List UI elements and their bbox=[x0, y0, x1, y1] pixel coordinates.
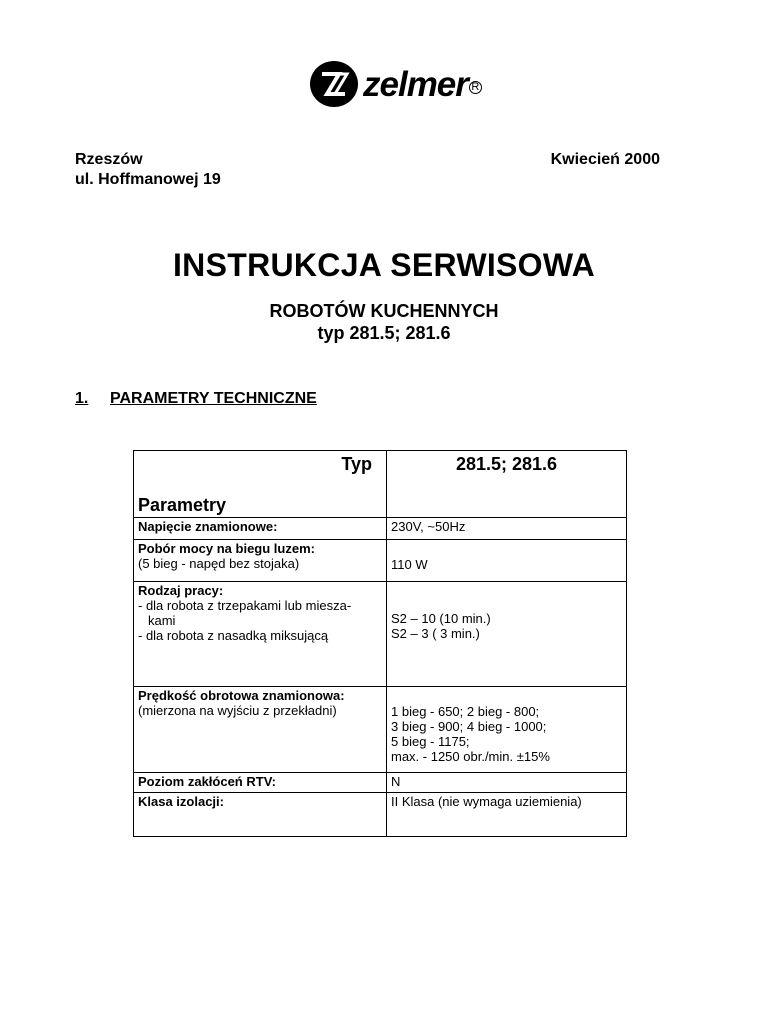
zelmer-logo bbox=[309, 60, 499, 108]
row-note: - dla robota z trzepakami lub miesza- bbox=[138, 598, 352, 613]
section-heading bbox=[75, 390, 317, 408]
registered-mark: R bbox=[469, 81, 482, 94]
row-label: Pobór mocy na biegu luzem: bbox=[138, 541, 315, 556]
row-value: max. - 1250 obr./min. ±15% bbox=[391, 749, 550, 764]
row-value: 1 bieg - 650; 2 bieg - 800; bbox=[391, 704, 540, 719]
row-value: S2 – 10 (10 min.) bbox=[391, 611, 491, 626]
table-row bbox=[134, 518, 627, 540]
row-value: 110 W bbox=[391, 557, 428, 572]
address-block bbox=[75, 150, 221, 190]
subtitle-line-1: ROBOTÓW KUCHENNYCH bbox=[269, 301, 499, 321]
row-value: 5 bieg - 1175; bbox=[391, 734, 470, 749]
row-value: II Klasa (nie wymaga uziemienia) bbox=[391, 794, 582, 809]
row-label: Klasa izolacji: bbox=[138, 794, 224, 809]
row-note: (5 bieg - napęd bez stojaka) bbox=[138, 556, 300, 571]
row-label: Prędkość obrotowa znamionowa: bbox=[138, 688, 345, 703]
zelmer-emblem-icon bbox=[309, 60, 359, 108]
table-row bbox=[134, 540, 627, 582]
table-row bbox=[134, 793, 627, 837]
table-row bbox=[134, 687, 627, 773]
row-label: Napięcie znamionowe: bbox=[138, 519, 278, 534]
header-value-cell bbox=[387, 451, 627, 518]
document-date: Kwiecień 2000 bbox=[550, 151, 660, 168]
row-note: kami bbox=[148, 613, 176, 628]
table-header-row bbox=[134, 451, 627, 518]
header-typ: Typ bbox=[341, 454, 372, 474]
section-number: 1. bbox=[75, 390, 89, 407]
address-street: ul. Hoffmanowej 19 bbox=[75, 171, 221, 188]
address-city: Rzeszów bbox=[75, 151, 143, 168]
section-title: PARAMETRY TECHNICZNE bbox=[110, 390, 317, 407]
row-label: Rodzaj pracy: bbox=[138, 583, 224, 598]
document-title: INSTRUKCJA SERWISOWA bbox=[172, 247, 596, 283]
parameters-table bbox=[133, 450, 627, 837]
table-row bbox=[134, 773, 627, 793]
row-value: S2 – 3 ( 3 min.) bbox=[391, 626, 480, 641]
row-label: Poziom zakłóceń RTV: bbox=[138, 774, 276, 789]
row-value: N bbox=[391, 774, 401, 789]
row-note: (mierzona na wyjściu z przekładni) bbox=[138, 703, 337, 718]
header-left-cell bbox=[134, 451, 387, 518]
table-row bbox=[134, 582, 627, 687]
header-model-values: 281.5; 281.6 bbox=[455, 454, 558, 474]
document-subtitle bbox=[0, 300, 768, 344]
row-value: 3 bieg - 900; 4 bieg - 1000; bbox=[391, 719, 547, 734]
header-parametry: Parametry bbox=[138, 495, 227, 515]
row-value: 230V, ~50Hz bbox=[391, 519, 466, 534]
subtitle-line-2: typ 281.5; 281.6 bbox=[317, 323, 451, 343]
row-note: - dla robota z nasadką miksującą bbox=[138, 628, 329, 643]
logo-wordmark: zelmer bbox=[363, 64, 468, 104]
